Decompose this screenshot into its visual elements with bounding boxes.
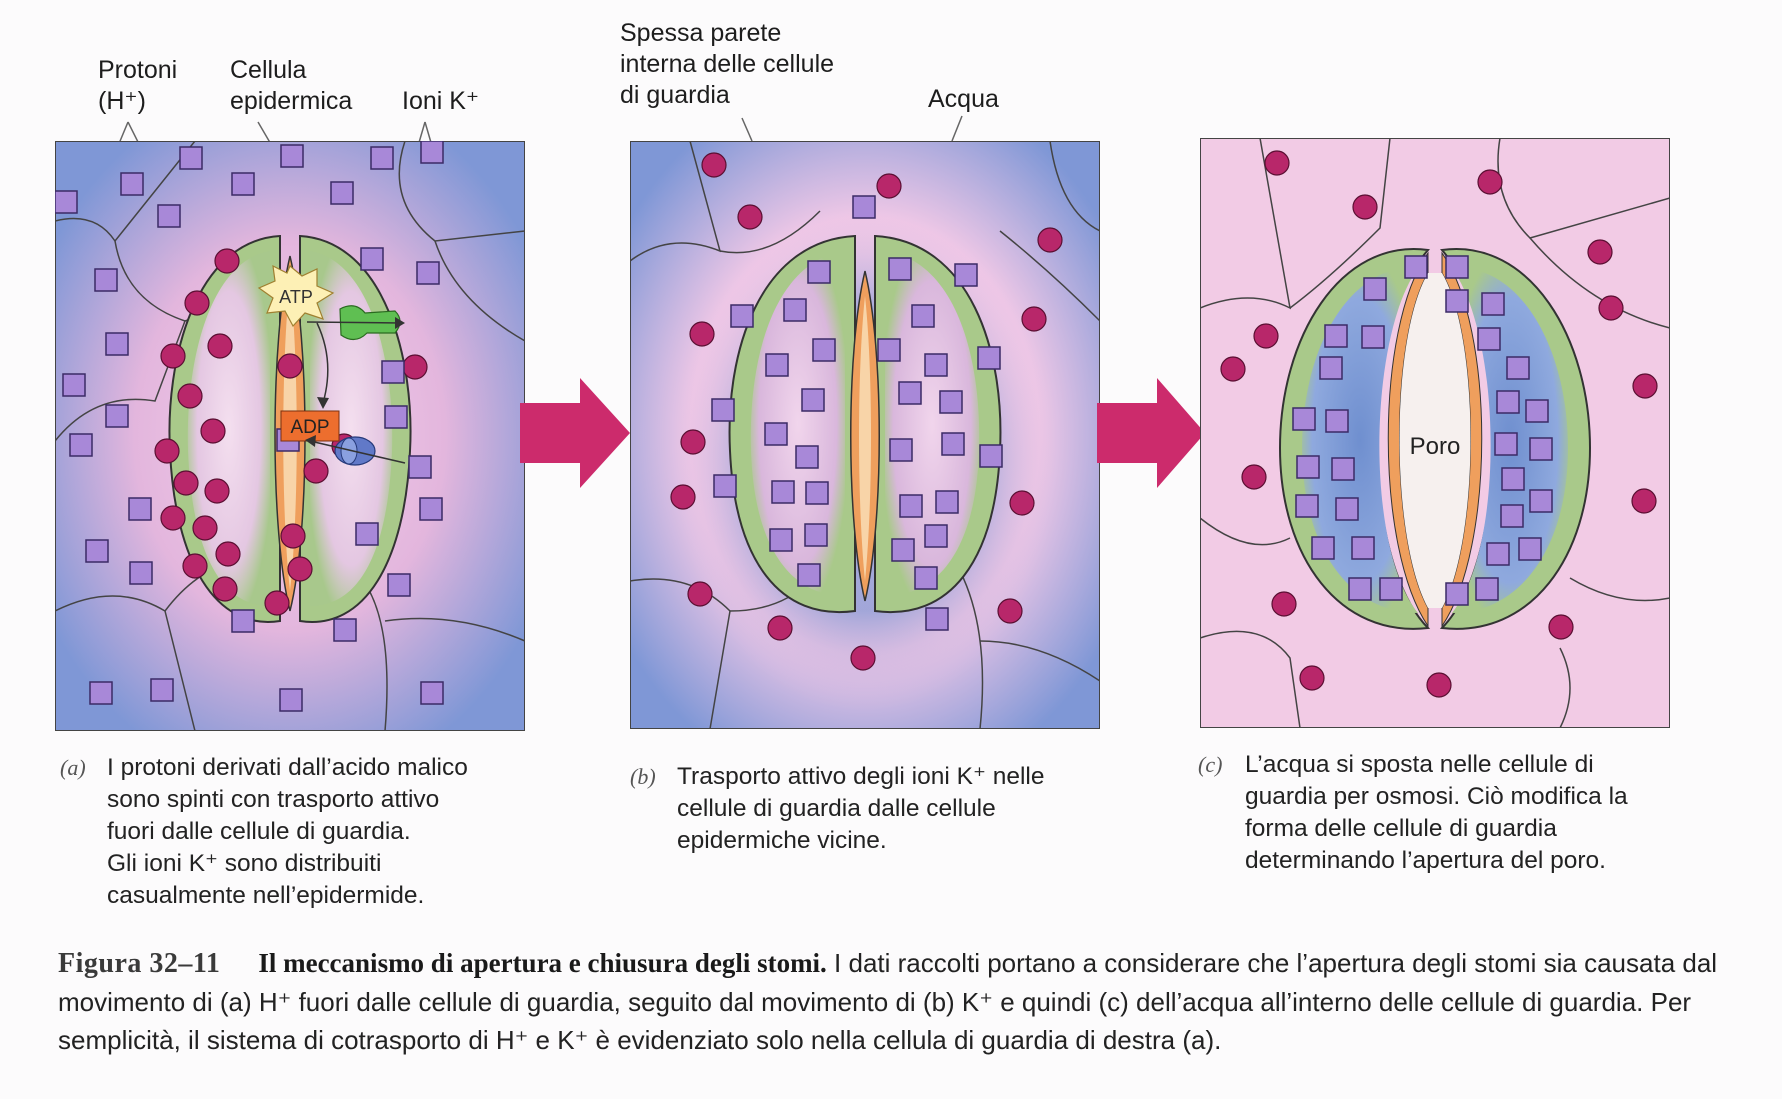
caption-b-letter: (b) (630, 764, 656, 789)
label-cellula-epidermica: Cellula epidermica (230, 56, 353, 115)
caption-a-letter: (a) (60, 755, 86, 780)
panel-c-open-stoma (1200, 138, 1670, 728)
proton-out-arrow (307, 322, 400, 323)
panel-a-closed-stoma (55, 141, 525, 731)
caption-c-letter: (c) (1198, 752, 1223, 777)
figure-caption (58, 944, 1748, 1059)
label-spessa-parete: Spessa parete interna delle cellule di guardia (620, 19, 835, 109)
atp-label: ATP (279, 287, 313, 307)
panel-b-potassium-transport (630, 141, 1100, 729)
pore-label: Poro (1409, 433, 1461, 460)
adp-box (281, 411, 339, 441)
adp-label: ADP (290, 417, 330, 438)
caption-b-text: Trasporto attivo degli ioni K⁺ nelle cellule di guardia dalle cellule epidermiche vicine. (677, 763, 1045, 854)
figure-text: I dati raccolti portano a considerare che l’apertura degli stomi sia causata dal movimento di (a) H⁺ fuori dalle cellule di guardia, seguito dal movimento di (b) K⁺ e quindi (c) dell’acqua all’interno delle cellule di guardia. Per semplicità, il sistema di cotrasporto di H⁺ e K⁺ è evidenziato solo nella cellula di guardia di destra (a). (58, 948, 1718, 1055)
arrow-b-to-c (1097, 378, 1207, 488)
caption-a (60, 752, 580, 912)
label-acqua: Acqua (928, 85, 999, 113)
figure-title: Il meccanismo di apertura e chiusura degli stomi. (258, 948, 827, 978)
caption-a-text: I protoni derivati dall’acido malico sono spinti con trasporto attivo fuori dalle cellule di guardia. Gli ioni K⁺ sono distribuiti casualmente nell’epidermide. (107, 754, 468, 909)
figure-number: Figura 32–11 (58, 948, 221, 979)
caption-b (630, 761, 1120, 857)
caption-c-text: L’acqua si sposta nelle cellule di guardia per osmosi. Ciò modifica la forma delle cellule di guardia determinando l’apertura del poro. (1245, 751, 1628, 874)
caption-c (1198, 749, 1718, 877)
label-ioni-k: Ioni K⁺ (402, 87, 480, 115)
label-protoni: Protoni (H⁺) (98, 56, 178, 115)
arrow-a-to-b (520, 378, 632, 488)
leader-lines (0, 0, 1782, 160)
